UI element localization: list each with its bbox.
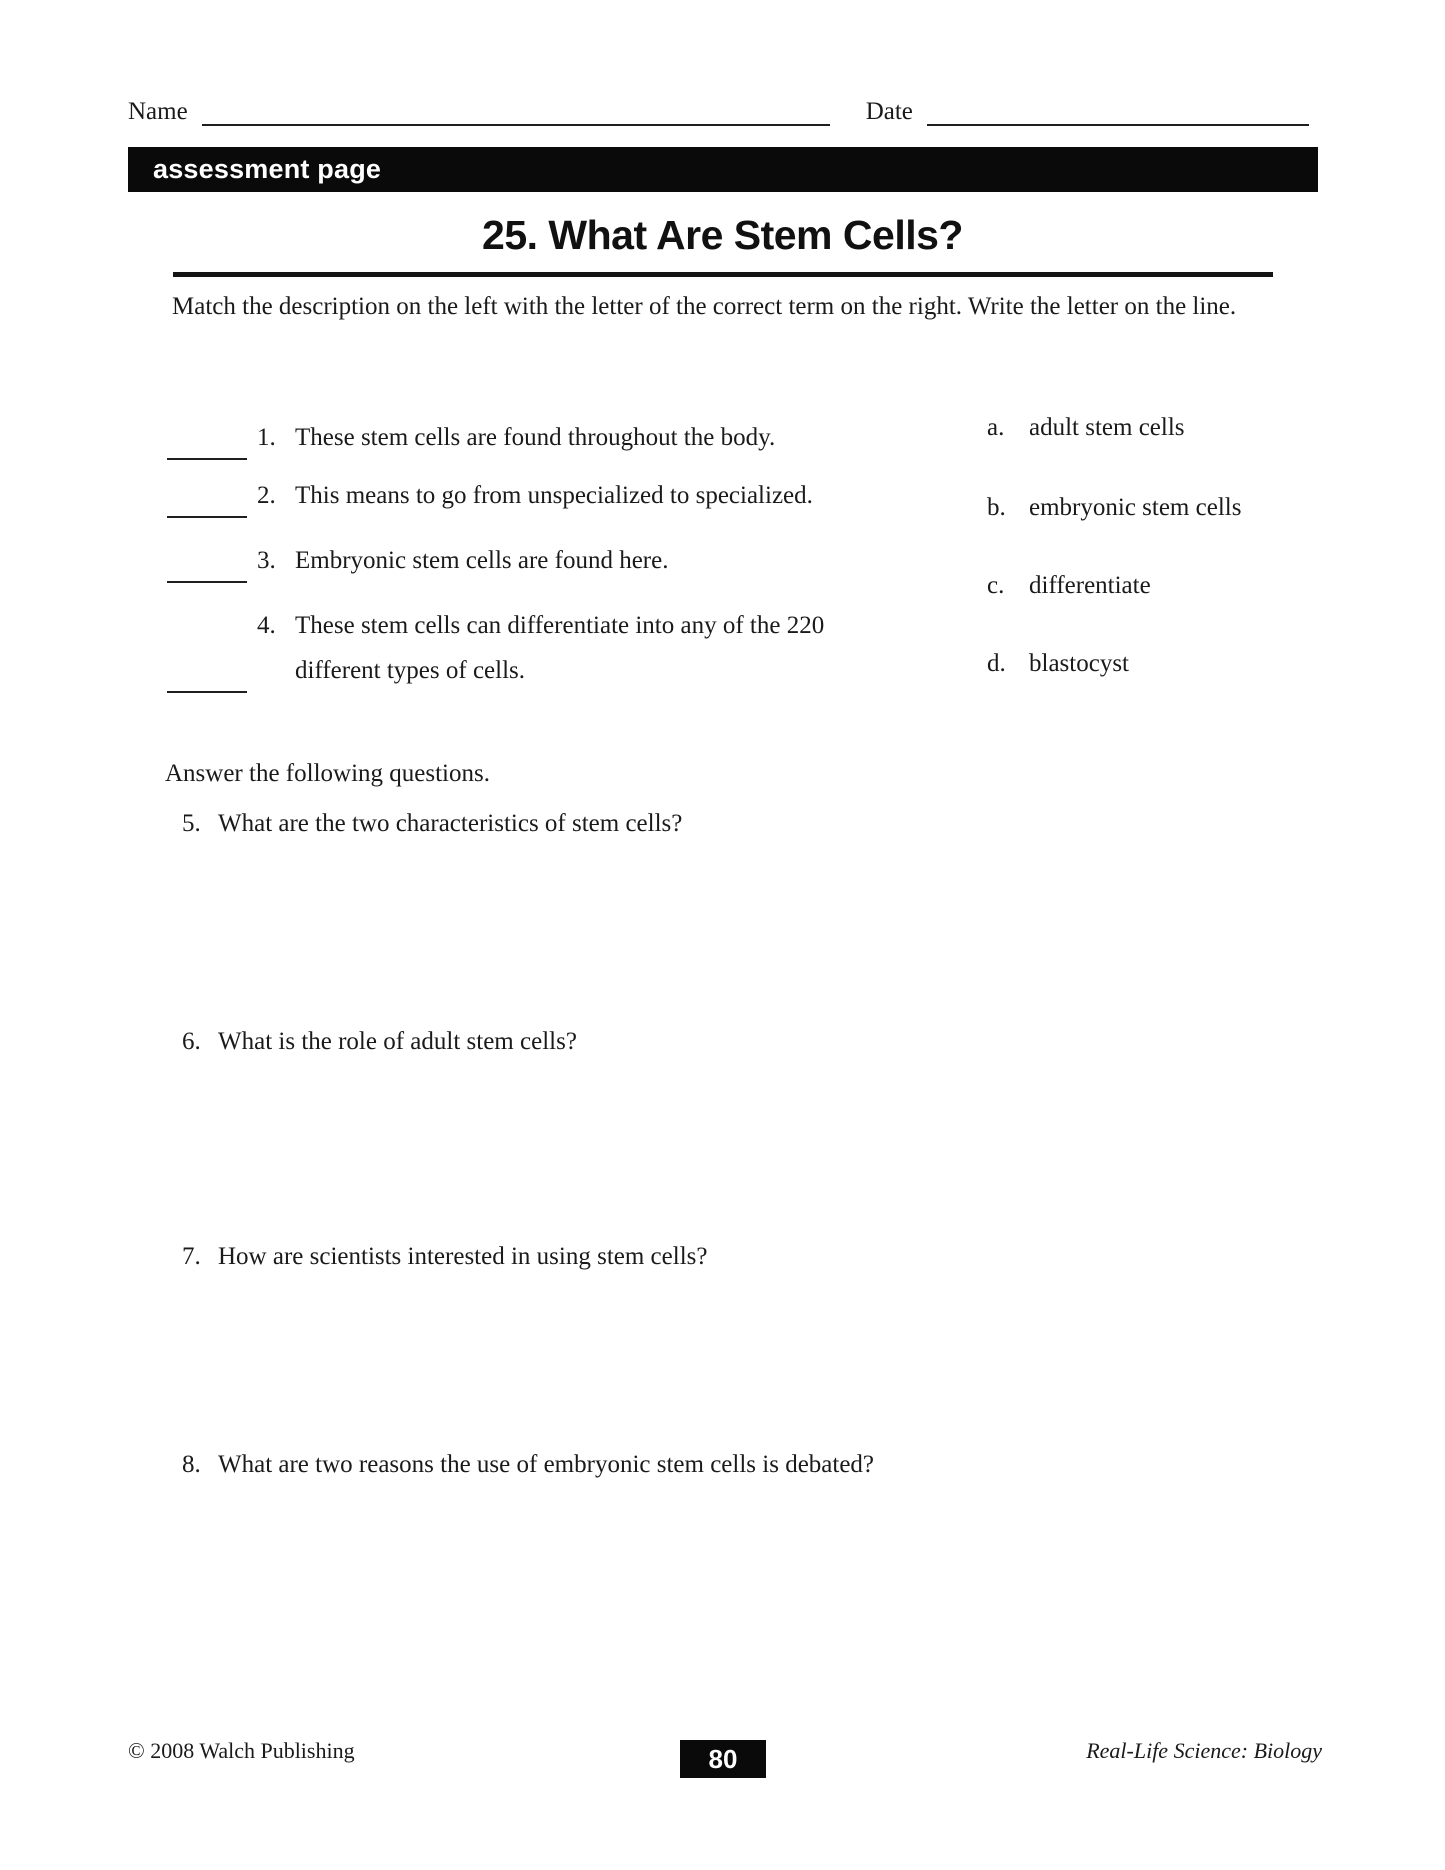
term-letter: b. <box>987 494 1006 521</box>
matching-item-4 <box>167 603 880 693</box>
footer-book-title: Real-Life Science: Biology <box>1086 1738 1322 1763</box>
question-number: 8. <box>182 1451 201 1478</box>
question-text: What are two reasons the use of embryonic stem cells is debated? <box>218 1451 875 1478</box>
footer-copyright: © 2008 Walch Publishing <box>128 1738 355 1763</box>
assessment-banner: assessment page <box>128 147 1318 192</box>
answer-blank-4[interactable] <box>167 689 247 693</box>
name-input-line[interactable] <box>202 96 830 126</box>
question-text: What are the two characteristics of stem cells? <box>218 810 683 837</box>
question-6 <box>182 1028 577 1056</box>
answer-blank-1[interactable] <box>167 456 247 460</box>
question-number: 6. <box>182 1028 201 1055</box>
matching-item-1 <box>167 415 775 460</box>
question-text: What is the role of adult stem cells? <box>218 1028 577 1055</box>
page-title: 25. What Are Stem Cells? <box>482 212 963 258</box>
term-letter: d. <box>987 650 1006 677</box>
question-number: 5. <box>182 810 201 837</box>
item-number: 1. <box>257 424 276 451</box>
instructions-text: Match the description on the left with the letter of the correct term on the right. Write the letter on the line. <box>172 293 1237 320</box>
item-text: These stem cells are found throughout the body. <box>295 424 776 451</box>
item-number: 4. <box>257 612 276 639</box>
term-text: embryonic stem cells <box>1029 494 1242 521</box>
matching-item-2 <box>167 473 813 518</box>
term-text: adult stem cells <box>1029 414 1185 441</box>
item-number: 3. <box>257 547 276 574</box>
term-option-b <box>987 494 1241 522</box>
answer-blank-2[interactable] <box>167 514 247 518</box>
question-text: How are scientists interested in using stem cells? <box>218 1243 708 1270</box>
answer-blank-3[interactable] <box>167 579 247 583</box>
item-text: These stem cells can differentiate into any of the 220 different types of cells. <box>295 612 825 684</box>
term-option-d <box>987 650 1129 678</box>
questions-heading: Answer the following questions. <box>165 760 490 787</box>
page-number-badge: 80 <box>680 1740 766 1778</box>
date-label: Date <box>865 98 913 125</box>
question-7 <box>182 1243 707 1271</box>
term-letter: c. <box>987 572 1005 599</box>
question-5 <box>182 810 682 838</box>
name-label: Name <box>128 98 188 125</box>
title-rule <box>173 272 1273 277</box>
item-number: 2. <box>257 482 276 509</box>
question-number: 7. <box>182 1243 201 1270</box>
question-8 <box>182 1451 874 1479</box>
term-option-c <box>987 572 1151 600</box>
header-row <box>128 96 1310 126</box>
date-input-line[interactable] <box>927 96 1309 126</box>
term-letter: a. <box>987 414 1005 441</box>
item-text: Embryonic stem cells are found here. <box>295 547 669 574</box>
matching-item-3 <box>167 538 668 583</box>
term-text: differentiate <box>1029 572 1151 599</box>
item-text: This means to go from unspecialized to specialized. <box>295 482 813 509</box>
term-option-a <box>987 414 1185 442</box>
term-text: blastocyst <box>1029 650 1129 677</box>
